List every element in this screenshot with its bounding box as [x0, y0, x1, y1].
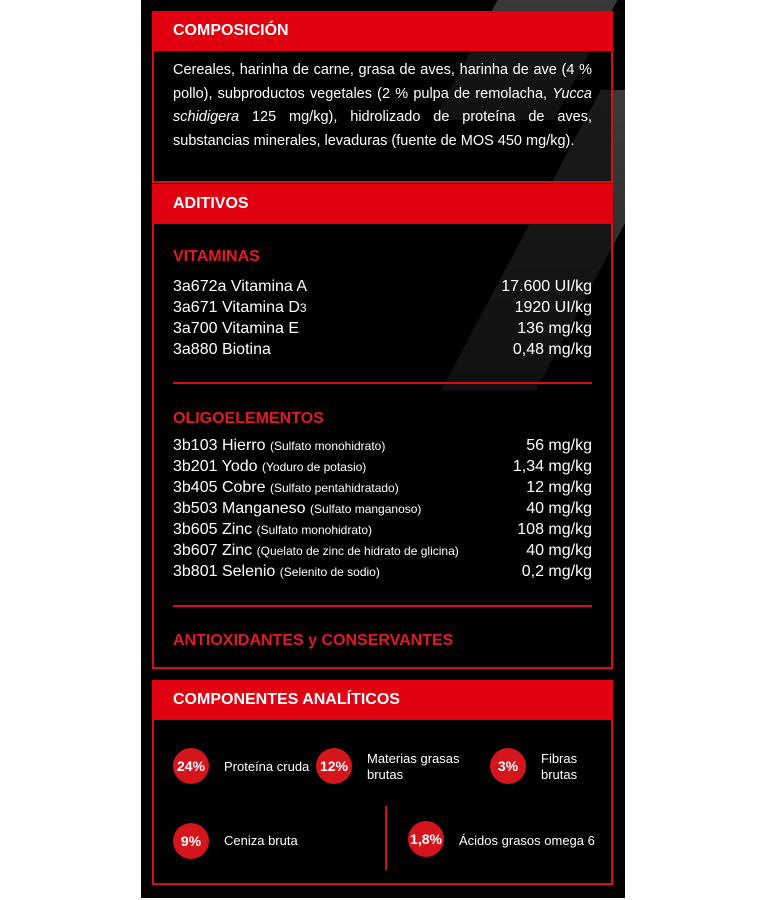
additive-row [173, 540, 592, 561]
additive-row [173, 435, 592, 456]
additive-note: (Sulfato monohidrato) [256, 523, 373, 537]
additive-name-text: 3a700 Vitamina E [173, 320, 300, 337]
additive-note: (Quelato de zinc de hidrato de glicina) [256, 544, 459, 558]
additive-note: (Selenito de sodio) [279, 565, 380, 579]
analiticos-section [152, 680, 613, 885]
additive-name-text: 3b801 Selenio [173, 563, 276, 580]
additive-name-text: 3b405 Cobre [173, 479, 266, 496]
additive-value: 12 mg/kg [526, 479, 592, 496]
additive-name [173, 498, 421, 520]
additive-value: 0,2 mg/kg [521, 563, 592, 580]
additive-value: 17.600 UI/kg [501, 278, 592, 295]
aditivos-header: ADITIVOS [152, 184, 613, 224]
additive-value: 56 mg/kg [526, 437, 592, 454]
additive-name-text: 3b503 Manganeso [173, 500, 306, 517]
additive-name [173, 540, 459, 562]
fibras-label: Fibras brutas [541, 751, 578, 782]
additive-value: 1,34 mg/kg [512, 458, 592, 475]
additive-note: (Sulfato pentahidratado) [269, 481, 399, 495]
additive-name-text: 3b201 Yodo [173, 458, 258, 475]
separator [173, 605, 592, 607]
additive-note: (Sulfato monohidrato) [269, 439, 386, 453]
additive-name [173, 519, 372, 541]
additive-name [173, 561, 380, 583]
additive-row [173, 477, 592, 498]
additive-name [173, 318, 299, 339]
additive-value: 40 mg/kg [526, 542, 592, 559]
grasas-label: Materias grasas brutas [367, 751, 460, 782]
vitaminas-title: VITAMINAS [173, 248, 260, 265]
additive-name-text: 3a671 Vitamina D [173, 299, 300, 316]
omega6-badge: 1,8% [408, 821, 444, 857]
additive-name-text: 3b605 Zinc [173, 521, 253, 538]
composicion-section [152, 11, 613, 183]
additive-row [173, 297, 592, 318]
analiticos-header: COMPONENTES ANALÍTICOS [152, 680, 613, 720]
additive-row [173, 339, 592, 360]
fibras-badge: 3% [490, 748, 526, 784]
additive-row [173, 276, 592, 297]
antioxidantes-title: ANTIOXIDANTES y CONSERVANTES [173, 632, 454, 649]
additive-name-text: 3b607 Zinc [173, 542, 253, 559]
composicion-text: Cereales, harinha de carne, grasa de aves, harinha de ave (4 % pollo), subproductos vegetales (2 % pulpa de remolacha, Yucca schidigera 125 mg/kg), hidrolizado de proteína de aves, substancias minerales, levaduras (fuente de MOS 450 mg/kg). [173, 62, 592, 149]
additive-name [173, 276, 307, 297]
additive-note: (Sulfato manganoso) [310, 502, 422, 516]
aditivos-section [152, 184, 613, 669]
additive-row [173, 456, 592, 477]
additive-row [173, 519, 592, 540]
grasas-badge: 12% [316, 748, 352, 784]
additive-value: 1920 UI/kg [514, 299, 592, 316]
additive-name-text: 3b103 Hierro [173, 437, 266, 454]
additive-row [173, 318, 592, 339]
product-panel [141, 0, 625, 898]
additive-name [173, 297, 307, 319]
additive-row [173, 561, 592, 582]
ceniza-badge: 9% [173, 823, 209, 859]
additive-name [173, 435, 385, 457]
additive-value: 108 mg/kg [517, 521, 592, 538]
oligoelementos-title: OLIGOELEMENTOS [173, 410, 324, 427]
proteina-badge: 24% [173, 748, 209, 784]
additive-name [173, 456, 366, 478]
composicion-header: COMPOSICIÓN [152, 11, 613, 51]
omega6-label: Ácidos grasos omega 6 [459, 833, 595, 848]
additive-note: (Yoduro de potasio) [262, 460, 367, 474]
proteina-label: Proteína cruda [224, 759, 310, 774]
separator [173, 382, 592, 384]
vertical-divider [385, 806, 387, 870]
ceniza-label: Ceniza bruta [224, 833, 298, 848]
additive-name [173, 339, 271, 360]
additive-value: 40 mg/kg [526, 500, 592, 517]
additive-subscript: 3 [299, 301, 307, 315]
additive-name-text: 3a880 Biotina [173, 341, 271, 358]
additive-value: 136 mg/kg [517, 320, 592, 337]
additive-name-text: 3a672a Vitamina A [173, 278, 308, 295]
additive-value: 0,48 mg/kg [512, 341, 592, 358]
additive-name [173, 477, 399, 499]
additive-row [173, 498, 592, 519]
